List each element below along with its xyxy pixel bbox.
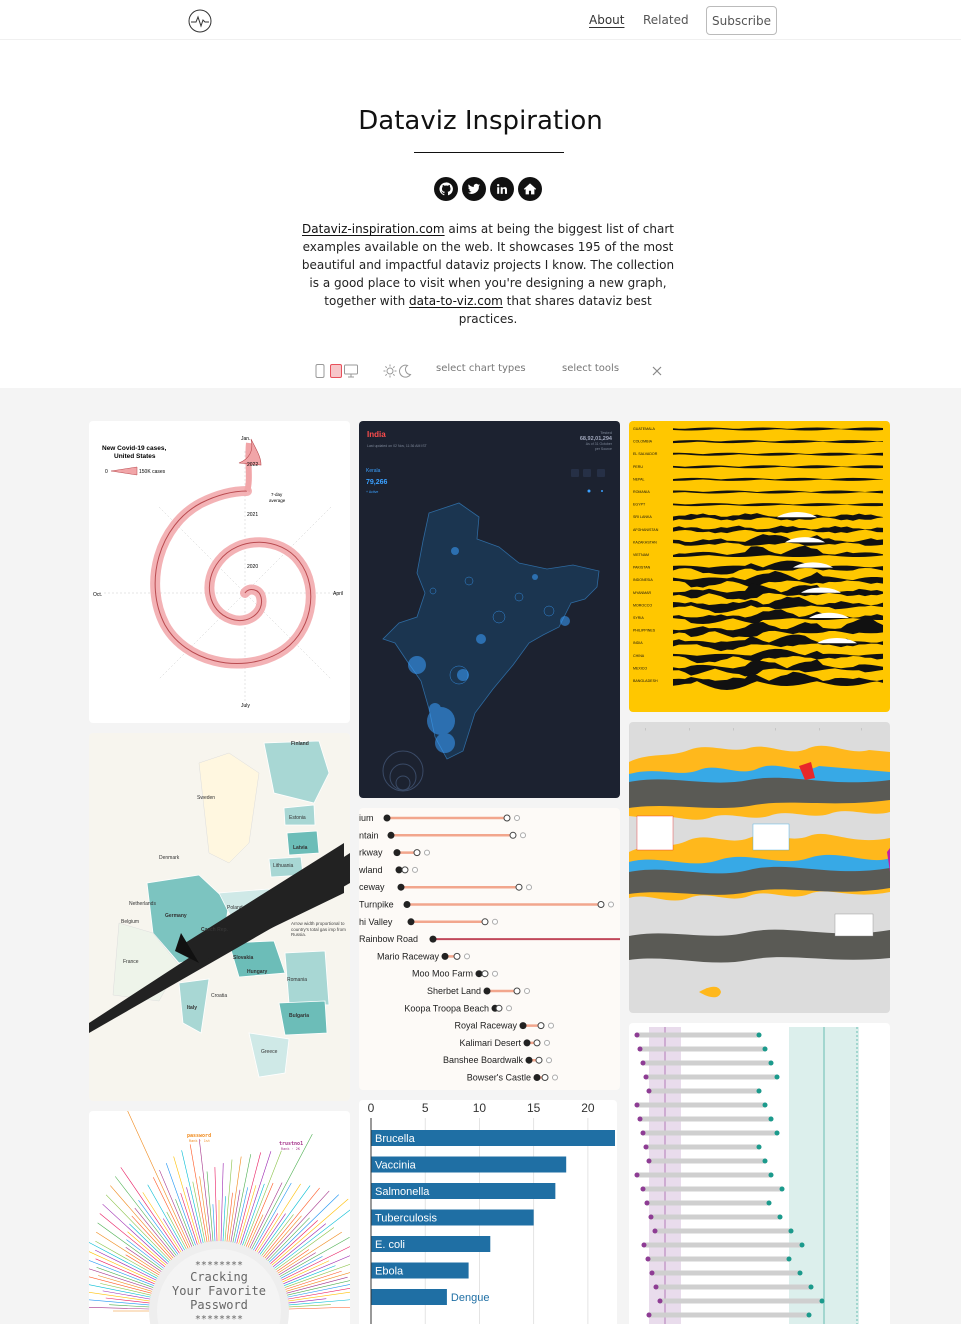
country-label: Croatia: [211, 993, 228, 999]
password-ray: [182, 1150, 204, 1246]
bar-label: Tuberculosis: [375, 1212, 437, 1225]
year-label: 2021: [247, 512, 259, 518]
bar-label: E. coli: [375, 1239, 405, 1251]
lollipop-dot: [404, 901, 411, 908]
country-label: Germany: [165, 913, 187, 919]
lollipop-end: [510, 832, 516, 838]
lollipop-end: [414, 850, 420, 856]
x-tick-label: 5: [421, 1101, 429, 1115]
close-icon[interactable]: [652, 366, 662, 376]
tools-select[interactable]: select tools: [562, 363, 620, 374]
bar-label: Ebola: [375, 1265, 404, 1278]
ridge-shape: [673, 649, 883, 663]
dumbbell-start: [644, 1075, 649, 1080]
password-ray: [89, 1298, 153, 1305]
lollipop-dot: [430, 936, 437, 943]
dumbbell-end: [800, 1243, 805, 1248]
ridge-country-label: INDONESIA: [633, 578, 653, 583]
x-tick-label: 20: [581, 1101, 595, 1115]
spiral-chart: [89, 421, 350, 723]
dumbbell-end: [763, 1047, 768, 1052]
dumbbell-start: [635, 1103, 640, 1108]
password-ray: [278, 1243, 350, 1282]
dumbbell-start: [642, 1243, 647, 1248]
dumbbell-end: [767, 1201, 772, 1206]
password-ray: [225, 1160, 232, 1246]
ridges-chart: [629, 421, 890, 712]
lollipop-dot: [526, 1057, 533, 1064]
ridge-shape: [673, 453, 883, 456]
lollipop-dot: [394, 849, 401, 856]
lollipop-end: [514, 988, 520, 994]
password-ray: [269, 1199, 348, 1268]
dumbbell-end: [757, 1145, 762, 1150]
password-line: Cracking: [190, 1270, 248, 1284]
lollipop-end: [454, 953, 460, 959]
country-label: Finland: [291, 741, 309, 747]
lollipop-end: [516, 884, 522, 890]
spiral-title: New Covid-19 cases,: [102, 445, 167, 452]
dumbbell-start: [649, 1215, 654, 1220]
tested-label: Tested: [600, 430, 612, 435]
lollipop-end: [504, 815, 510, 821]
ridge-country-label: SRI LANKA: [633, 515, 652, 520]
stream-tick: |: [861, 727, 862, 731]
twitter-icon[interactable]: [462, 177, 486, 201]
ridge-highlight: [777, 512, 817, 517]
ridge-country-label: EGYPT: [633, 502, 646, 507]
country-label: Denmark: [159, 855, 180, 861]
ridge-shape: [673, 534, 883, 546]
dumbbell-end: [769, 1173, 774, 1178]
dumbbell-end: [778, 1215, 783, 1220]
x-tick-label: 10: [472, 1101, 487, 1115]
lollipop-ghost: [525, 989, 530, 994]
social-links: [434, 177, 542, 201]
ridge-country-label: PERU: [633, 464, 643, 469]
ridge-country-label: PAKISTAN: [633, 565, 651, 570]
dumbbell-end: [780, 1187, 785, 1192]
lollipop-dot: [388, 832, 395, 839]
chart-types-select[interactable]: select chart types: [436, 363, 526, 374]
ridge-country-label: VIETNAM: [633, 553, 649, 557]
lollipop-ghost: [413, 867, 418, 872]
ridge-shape: [673, 672, 883, 690]
lollipop-ghost: [493, 971, 498, 976]
password-line: ********: [194, 1260, 244, 1271]
lollipop-label: Sherbet Land: [426, 986, 481, 996]
stream-tick: |: [689, 727, 690, 731]
dumbbell-start: [650, 1271, 655, 1276]
password-ray: [181, 1193, 199, 1248]
dumbbell-start: [647, 1089, 652, 1094]
lollipop-end: [402, 867, 408, 873]
lollipop-label: ntain: [359, 830, 379, 841]
lollipop-dot: [476, 970, 483, 977]
dumbbell-start: [647, 1313, 652, 1318]
desktop-icon[interactable]: [344, 364, 358, 378]
state-value: 79,266: [366, 479, 388, 486]
ridge-country-label: BANGLADESH: [633, 679, 658, 683]
logo-icon[interactable]: [188, 9, 212, 33]
ridge-shape: [673, 526, 883, 534]
password-ray: [109, 1305, 153, 1308]
dumbbell-start: [644, 1145, 649, 1150]
country-label: Greece: [261, 1049, 278, 1055]
password-ray: [103, 1204, 171, 1266]
ridge-country-label: NEPAL: [633, 477, 645, 482]
ridge-country-label: AFGHANISTAN: [633, 527, 659, 532]
lollipop-ghost: [493, 919, 498, 924]
password-ray: [126, 1247, 165, 1274]
dumbbell-start: [641, 1187, 646, 1192]
ridge-country-label: COLOMBIA: [633, 439, 652, 444]
lollipop-end: [482, 971, 488, 977]
dumbbell-end: [809, 1285, 814, 1290]
ridge-shape: [673, 609, 883, 624]
ridge-country-label: MYANMAR: [633, 590, 652, 595]
bar-label: Dengue: [450, 1292, 490, 1304]
ridge-shape: [673, 546, 883, 557]
lollipop-label: ium: [359, 813, 374, 823]
password-ray: [285, 1307, 350, 1309]
card-streamgraph[interactable]: [629, 722, 890, 1013]
europe-note: Arrow width proportional to country's total gas imp from Russia.: [291, 921, 346, 937]
year-label: 2022: [247, 462, 259, 468]
lollipop-end: [538, 1023, 544, 1029]
password-ray: [262, 1216, 301, 1261]
india-subtitle: Last updated on 02 Nov, 11:36 AM IST: [367, 444, 427, 448]
nav-about-link[interactable]: About: [589, 13, 625, 27]
card-password[interactable]: [89, 1111, 350, 1324]
lollipop-label: Bowser's Castle: [466, 1072, 531, 1083]
lollipop-ghost: [507, 1006, 512, 1011]
data-to-viz-link[interactable]: data-to-viz.com: [409, 294, 503, 308]
dumbbell-chart: [629, 1023, 890, 1324]
lollipop-label: hi Valley: [359, 916, 393, 927]
bar: [371, 1289, 447, 1305]
password-ray: [174, 1157, 201, 1248]
dumbbell-start: [635, 1033, 640, 1038]
dataviz-inspiration-link[interactable]: Dataviz-inspiration.com: [302, 222, 445, 236]
lollipop-end: [482, 919, 488, 925]
ridge-country-label: GUATEMALA: [633, 427, 655, 431]
lollipop-ghost: [515, 816, 520, 821]
password-line: Password: [190, 1298, 248, 1312]
lollipop-label: Kalimari Desert: [459, 1037, 521, 1048]
country-label: Lithuania: [273, 863, 294, 869]
lollipop-ghost: [549, 1023, 554, 1028]
europe-map-chart: [89, 733, 350, 1101]
ridge-country-label: INDIA: [633, 641, 643, 646]
ridge-shape: [673, 491, 883, 494]
month-label: Oct.: [93, 592, 103, 598]
github-icon[interactable]: [434, 177, 458, 201]
card-india-map[interactable]: [359, 421, 620, 798]
card-europe-map[interactable]: [89, 733, 350, 1101]
country-label: Netherlands: [129, 901, 156, 907]
password-ray: [199, 1139, 211, 1245]
ridge-shape: [673, 478, 883, 481]
dumbbell-start: [638, 1117, 643, 1122]
lollipop-label: Rainbow Road: [359, 934, 419, 945]
password-tag-sub: Rank · 2K: [281, 1147, 300, 1151]
dumbbell-start: [638, 1047, 643, 1052]
lollipop-label: wland: [359, 864, 383, 875]
lollipop-dot: [442, 953, 449, 960]
year-label: 2020: [247, 564, 259, 570]
password-tag-sub: Rank · 1st: [189, 1139, 211, 1143]
dumbbell-end: [769, 1061, 774, 1066]
dumbbell-start: [645, 1201, 650, 1206]
title-divider: [414, 152, 564, 153]
dumbbell-start: [653, 1229, 658, 1234]
lollipop-label: rkway: [359, 847, 383, 858]
ridge-country-label: EL SALVADOR: [633, 452, 658, 457]
lollipop-dot: [524, 1039, 531, 1046]
password-ray: [159, 1170, 193, 1250]
card-dumbbell[interactable]: [629, 1023, 890, 1324]
ridge-country-label: ROMANIA: [633, 490, 650, 494]
ridge-country-label: PHILIPPINES: [633, 628, 656, 633]
lollipop-end: [496, 1005, 502, 1011]
dumbbell-start: [647, 1159, 652, 1164]
intro-text-1: aims at being the biggest list of chart examples available on the web. It showcases 195 of the most beautiful and impactful dataviz projects I know. The collection is a good place to visit when you're designing a new graph, together with: [301, 222, 675, 308]
dumbbell-end: [757, 1089, 762, 1094]
spiral-title-2: United States: [114, 453, 156, 460]
dumbbell-end: [763, 1159, 768, 1164]
dumbbell-start: [654, 1285, 659, 1290]
tested-asof: As of 31 October: [585, 442, 612, 446]
ridge-shape: [673, 503, 883, 506]
lollipop-end: [542, 1075, 548, 1081]
lollipop-ghost: [465, 954, 470, 959]
avg-note: 7-day: [271, 492, 283, 497]
intro-text-2: that shares dataviz best practices.: [458, 294, 652, 326]
lollipop-chart: [359, 808, 620, 1090]
lollipop-ghost: [609, 902, 614, 907]
password-ray: [285, 1299, 327, 1304]
password-ray: [234, 1187, 248, 1246]
lollipop-ghost: [545, 1040, 550, 1045]
dumbbell-end: [787, 1257, 792, 1262]
dumbbell-end: [769, 1117, 774, 1122]
stream-chart: [629, 722, 890, 1013]
state-note: + Active: [366, 490, 379, 494]
password-ray: [238, 1185, 256, 1247]
password-tag: trustno1: [279, 1141, 304, 1147]
lollipop-end: [598, 902, 604, 908]
country-label: Latvia: [293, 845, 308, 851]
dumbbell-end: [789, 1229, 794, 1234]
intro-paragraph: [296, 220, 680, 328]
moon-icon[interactable]: [398, 364, 412, 378]
lollipop-ghost: [553, 1075, 558, 1080]
x-tick-label: 0: [367, 1101, 375, 1115]
dumbbell-start: [635, 1173, 640, 1178]
dumbbell-end: [775, 1075, 780, 1080]
country-label: Estonia: [289, 815, 306, 821]
dumbbell-end: [807, 1313, 812, 1318]
ridge-shape: [673, 428, 883, 431]
india-map-chart: [359, 421, 620, 798]
dumbbell-end: [757, 1033, 762, 1038]
dumbbell-start: [646, 1257, 651, 1262]
lollipop-end: [534, 1040, 540, 1046]
month-label: Jan.: [241, 436, 251, 442]
password-ray: [135, 1208, 177, 1260]
lollipop-label: ceway: [359, 882, 385, 893]
password-ray: [279, 1261, 329, 1284]
dumbbell-end: [798, 1271, 803, 1276]
tested-value: 68,92,01,294: [579, 436, 612, 442]
lollipop-label: Mario Raceway: [376, 951, 439, 962]
lollipop-dot: [396, 866, 403, 873]
password-ray: [275, 1232, 342, 1275]
lollipop-dot: [520, 1022, 527, 1029]
password-ray: [215, 1167, 217, 1245]
country-label: France: [123, 959, 139, 965]
bar-label: Brucella: [375, 1133, 415, 1145]
phone-icon[interactable]: [315, 364, 325, 378]
subscribe-button[interactable]: Subscribe: [706, 6, 777, 35]
india-title: India: [367, 430, 386, 439]
lollipop-end: [536, 1057, 542, 1063]
ridge-country-label: SYRIA: [633, 616, 644, 620]
disease-bar-chart: [359, 1100, 617, 1324]
ridge-highlight: [817, 638, 857, 643]
top-nav: [0, 0, 961, 40]
chart-gallery: [0, 388, 961, 1324]
password-line: Your Favorite: [172, 1284, 266, 1298]
lollipop-label: Turnpike: [359, 899, 394, 910]
month-label: July: [241, 703, 250, 709]
spiral-legend-max: 150K cases: [139, 469, 166, 475]
bar-label: Vaccinia: [375, 1159, 416, 1172]
lollipop-ghost: [527, 885, 532, 890]
dumbbell-end: [775, 1131, 780, 1136]
lollipop-dot: [408, 918, 415, 925]
card-yellow-ridges[interactable]: [629, 421, 890, 712]
ridge-shape: [673, 440, 883, 443]
ridge-country-label: MEXICO: [633, 666, 648, 671]
dumbbell-start: [641, 1061, 646, 1066]
password-ray: [115, 1176, 179, 1258]
ridge-country-label: MOROCCO: [633, 603, 653, 608]
country-label: Belgium: [121, 919, 140, 925]
password-ray: [221, 1163, 223, 1245]
linkedin-icon[interactable]: [490, 177, 514, 201]
lollipop-label: Royal Raceway: [454, 1020, 517, 1031]
state-name: Kerala: [366, 468, 381, 474]
password-ray: [213, 1204, 215, 1245]
lollipop-dot: [534, 1074, 541, 1081]
lollipop-label: Koopa Troopa Beach: [404, 1003, 489, 1014]
lollipop-ghost: [425, 850, 430, 855]
country-label: Poland: [227, 905, 243, 911]
nav-related-link[interactable]: Related: [643, 13, 689, 27]
card-covid-spiral[interactable]: [89, 421, 350, 723]
lollipop-label: Banshee Boardwalk: [442, 1055, 523, 1066]
x-tick-label: 15: [526, 1101, 541, 1115]
lollipop-dot: [484, 988, 491, 995]
page-title: Dataviz Inspiration: [358, 106, 603, 136]
country-label: Sweden: [197, 795, 216, 801]
ridge-country-label: KAZAKHSTAN: [633, 540, 657, 545]
lollipop-label: Moo Moo Farm: [411, 968, 473, 979]
bar-label: Salmonella: [375, 1186, 430, 1198]
password-ray: [138, 1200, 180, 1257]
dumbbell-end: [820, 1299, 825, 1304]
tested-source: per Source: [594, 447, 612, 451]
filter-bar: [0, 360, 961, 384]
country-label: Bulgaria: [289, 1013, 310, 1019]
country-label: Slovakia: [233, 955, 254, 961]
stream-tick: |: [775, 727, 776, 731]
dumbbell-start: [658, 1299, 663, 1304]
lollipop-dot: [384, 815, 391, 822]
country-label: Czech Rep.: [201, 927, 228, 933]
ridge-country-label: CHINA: [633, 653, 645, 658]
country-label: Hungary: [247, 969, 268, 975]
card-disease-bars[interactable]: [359, 1100, 617, 1324]
stream-tick: |: [819, 727, 820, 731]
dumbbell-end: [763, 1103, 768, 1108]
password-ray: [89, 1307, 153, 1309]
password-ray: [96, 1232, 163, 1275]
password-line: ********: [194, 1314, 244, 1324]
card-lollipop[interactable]: [359, 808, 620, 1090]
lollipop-ghost: [547, 1058, 552, 1063]
ridge-shape: [673, 571, 883, 588]
ridge-shape: [673, 465, 883, 468]
country-label: Romania: [287, 977, 308, 983]
password-ray: [100, 1214, 168, 1270]
stream-tick: |: [645, 727, 646, 731]
dumbbell-start: [641, 1131, 646, 1136]
home-icon[interactable]: [518, 177, 542, 201]
avg-note-2: average: [269, 498, 286, 503]
stream-tick: |: [733, 727, 734, 731]
country-label: Italy: [187, 1005, 198, 1011]
month-label: April: [333, 591, 344, 597]
spiral-legend-min: 0: [105, 469, 108, 475]
sun-icon[interactable]: [383, 364, 397, 378]
password-ray: [266, 1195, 338, 1265]
lollipop-ghost: [521, 833, 526, 838]
password-tag: password: [187, 1133, 212, 1139]
password-ray: [284, 1284, 350, 1298]
password-ray: [241, 1184, 264, 1249]
password-chart: [89, 1111, 350, 1324]
password-ray: [129, 1224, 171, 1265]
lollipop-dot: [398, 884, 405, 891]
tablet-icon[interactable]: [330, 364, 342, 378]
